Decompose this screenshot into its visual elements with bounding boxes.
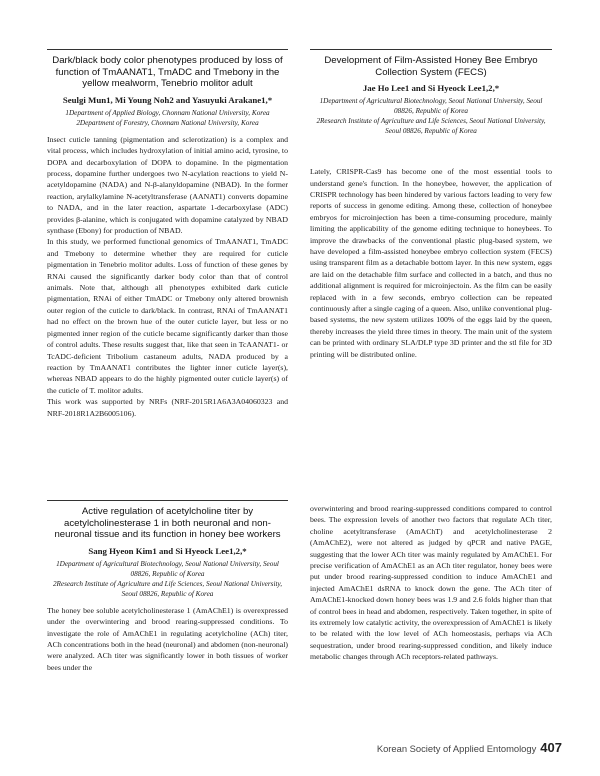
abstract-3 bbox=[47, 506, 288, 673]
abstract-title: Development of Film-Assisted Honey Bee Embryo Collection System (FECS) bbox=[324, 55, 538, 78]
page-number: 407 bbox=[540, 740, 562, 755]
society-name: Korean Society of Applied Entomology bbox=[376, 743, 537, 754]
paragraph: This work was supported by NRFs (NRF-2015R1A6A3A04060323 and NRF-2018R1A2B6005106). bbox=[47, 397, 288, 418]
abstract-body bbox=[47, 134, 288, 419]
abstract-authors: Jae Ho Lee1 and Si Hyeock Lee1,2,* bbox=[362, 83, 500, 94]
abstract-title: Active regulation of acetylcholine titer by acetylcholinesterase 1 in both neuronal and non-neuronal tissue and its function in honey bee workers bbox=[54, 506, 281, 541]
paragraph: Lately, CRISPR-Cas9 has become one of the most essential tools to understand gene's function. In the honeybee, however, the application of CRISPR technology has been hindered by various factors leading to very few reports of success in genome editing. Among these, collection of honeybee embryos for microinjection has been a time-consuming procedure, mainly limiting the applicability of the genome editing technique to honeybees. To improve the drawbacks of the conventional plastic plug-based system, we have developed a film-assisted honeybee embryo collection system (FECS) using transparent film as a detachable bottom layer. In this new system, eggs are laid on the detachable film surface and collected in a batch, and thus no additional alignment is required for microinjectoin. As the film can be easily replaced with in a few seconds, embryo collection can be repeated continuously after a single caging of a queen. Also, unlike conventional plug-based systems, the new system utilizes 100% of the eggs laid by the queen, thereby increases the yield three times in theory. The main unit of the system can be printed with ordinary SLA/DLP type 3D printer and the stl file for 3D printing will be distributed online. bbox=[310, 167, 552, 359]
abstract-title: Dark/black body color phenotypes produced by loss of function of TmAANAT1, TmADC and Tmebony in the yellow mealworm, Tenebrio molitor adult bbox=[52, 55, 283, 90]
paragraph: overwintering and brood rearing-suppressed conditions compared to control bees. The expression levels of another two factors that regulate ACh titer, choline acetyltransferase (AmAChT) and acetylcholinesterase 2 (AmAChE2), were not altered as judged by qPCR and native PAGE, suggesting that the lower ACh titer was mainly regulated by AmAChE1. For precise verification of AmAChE1 as an ACh titer regulator, honey bees were put under brood rearing-suppressed condition to induce AmAChE1 and injected AmAChE1 dsRNA to knock down the gene. The ACh titer of AmAChE1-knocked down honey bees was 1.9 and 2.6 folds higher than that of control bees in head and abdomen, respectively. Taken together, in spite of its extremely low catalytic activity, the overexpression of AmAChE1 is likely to be related with the low level of ACh homeostasis, perhaps via ACh sequestration, under brood rearing-suppressed condition, and likely induce metabolic changes through ACh receptors-related pathways. bbox=[310, 504, 552, 662]
affiliation: 1Department of Agricultural Biotechnology, Seoul National University, Seoul 08826, Republic of Korea bbox=[56, 559, 279, 578]
abstract-body bbox=[310, 166, 552, 360]
affiliation: 1Department of Applied Biology, Chonnam National University, Korea bbox=[65, 108, 270, 117]
affiliation: 2Research Institute of Agriculture and Life Sciences, Seoul National University, Seoul 08826, Republic of Korea bbox=[316, 117, 546, 136]
page-footer bbox=[377, 740, 562, 755]
abstract-authors: Sang Hyeon Kim1 and Si Hyeock Lee1,2,* bbox=[88, 545, 247, 556]
mid-rule-left bbox=[47, 500, 288, 501]
abstract-1 bbox=[47, 55, 288, 419]
top-rule-right bbox=[310, 49, 552, 50]
abstract-3-continued bbox=[310, 503, 552, 663]
abstract-authors: Seulgi Mun1, Mi Young Noh2 and Yasuyuki Arakane1,* bbox=[62, 94, 273, 105]
paragraph: In this study, we performed functional genomics of TmAANAT1, TmADC and Tmebony to determine whether they are required for cuticle pigmentation in Tenebrio molitor adults. Loss of function of these genes by RNAi caused the significantly darker body color than that of control animals. Note that, although all phenotypes exhibited dark cuticle pigmentation, RNAi of either TmADC or Tmebony only altered brownish outer region of the cuticle to dark/black. In contrast, RNAi of TmAANAT1 had no effect on the brown hue of the outer cuticle layer, but less or no pigmented inner region of the cuticle became significantly darker than those of control adults. These results suggest that, like that seen in TcAANAT1- or TcADC-deficient Tribolium castaneum adults, NADA produced by a reaction by TmAANAT1 contributes the lighter inner cuticle layer(s), whereas NBAD appears to do the highly pigmented outer cuticle layer(s) of the cuticle of T. molitor adults. bbox=[47, 237, 288, 395]
affiliation: 1Department of Agricultural Biotechnology, Seoul National University, Seoul 08826, Republic of Korea bbox=[319, 97, 543, 116]
affiliation: 2Research Institute of Agriculture and Life Sciences, Seoul National University, Seoul 08826, Republic of Korea bbox=[52, 579, 283, 598]
affiliation: 2Department of Forestry, Chonnam National University, Korea bbox=[76, 118, 259, 127]
top-rule-left bbox=[47, 49, 288, 50]
abstract-2 bbox=[310, 55, 552, 360]
paragraph: Insect cuticle tanning (pigmentation and sclerotization) is a complex and vital process, which includes hydroxylation of initial amino acid, tyrosine, to DOPA and decarboxylation of DOPA to dopamine. In the pigmentation process, dopamine further undergoes two N-acylation reactions to yield N-acetyldopamine (NADA) and N-β-alanyldopamine (NBAD). In the former reaction, arylalkylamine N-acetyltransferase (AANAT1) converts dopamine to NADA, and in the later reaction, aspartate 1-decarboxylase (ADC) provides β-alanine, which is conjugated with dopamine catalyzed by NBAD synthase (Ebony) for production of NBAD. bbox=[47, 134, 288, 236]
abstract-body bbox=[47, 605, 288, 673]
abstract-body bbox=[310, 503, 552, 663]
paragraph: The honey bee soluble acetylcholinesterase 1 (AmAChE1) is overexpressed under the overwintering and brood rearing-suppressed conditions. To investigate the role of AmAChE1 in regulating acetylcholine (ACh) titer, ACh concentrations both in the head (neuronal) and abdomen (non-neuronal) were analyzed. ACh titer was significantly lower in both tissues of worker bees under the bbox=[47, 605, 288, 672]
